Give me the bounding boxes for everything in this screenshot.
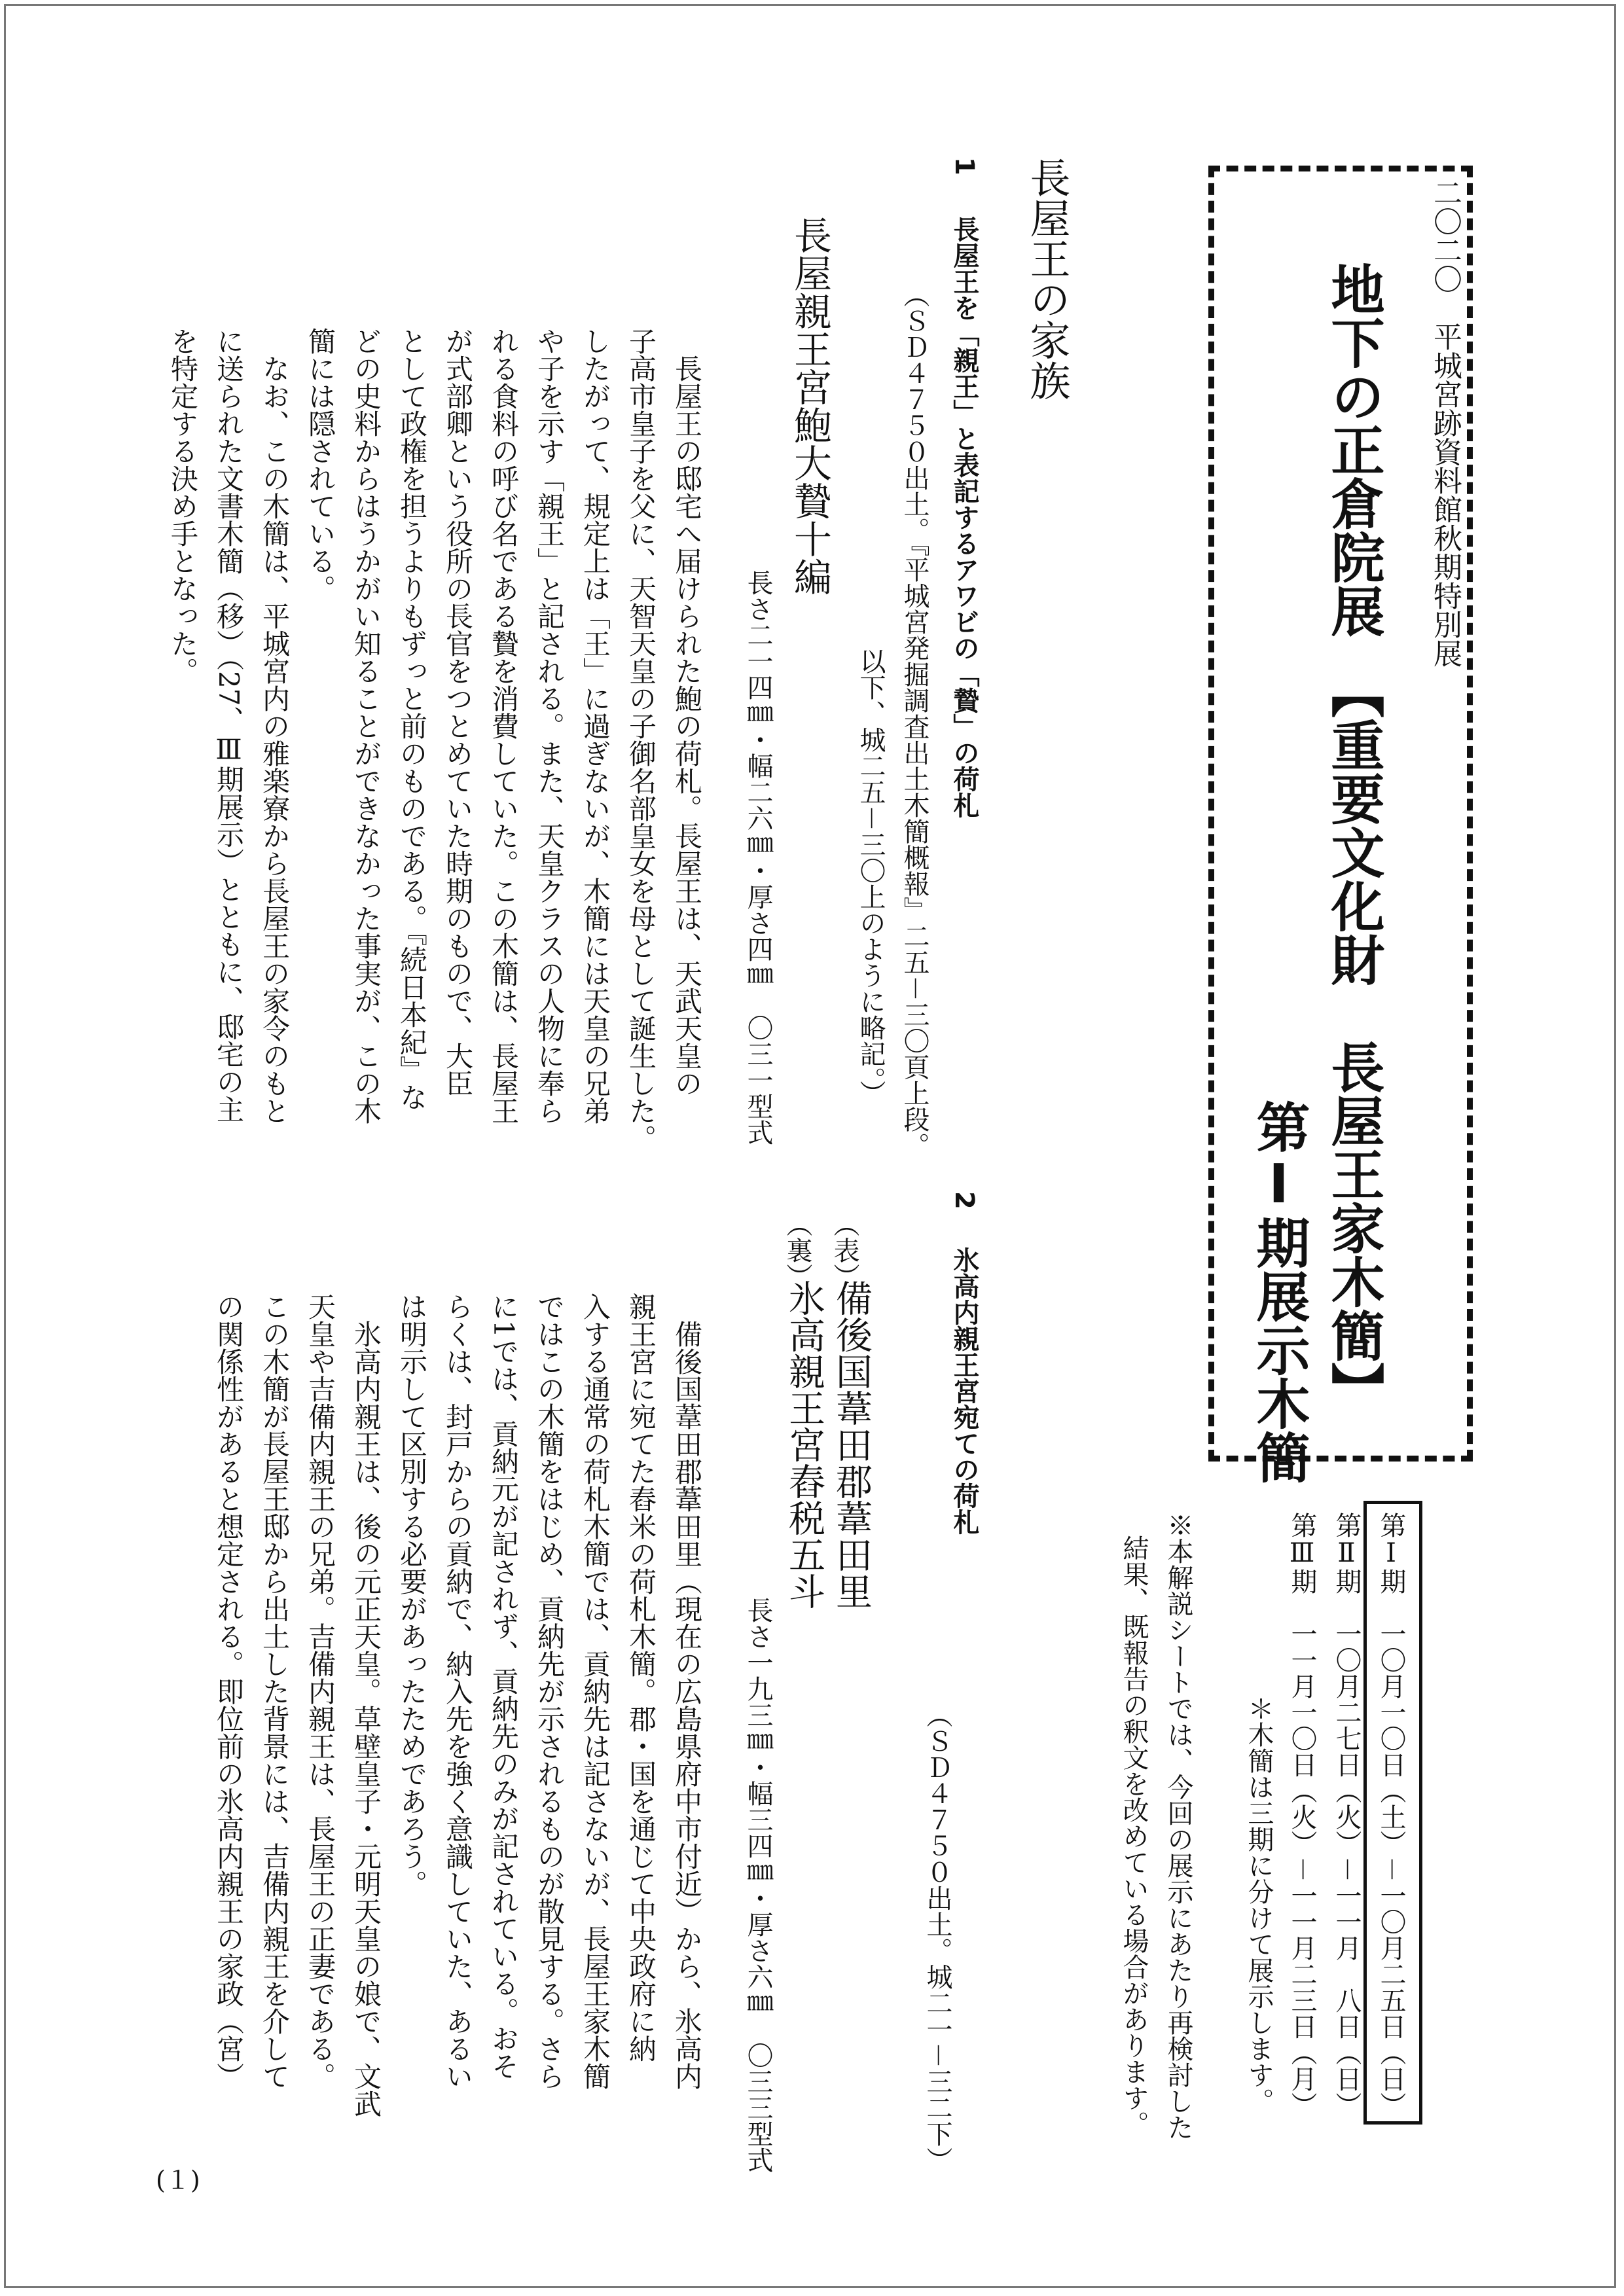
- item1-body-line: や子を示す「親王」と記される。また、天皇クラスの人物に奉ら: [533, 327, 566, 1124]
- item2-body-line: ではこの木簡をはじめ、貢納先が示されるものが散見する。さら: [533, 1293, 566, 2090]
- item1-body-line: が式部卿という役所の長官をつとめていた時期のもので、大臣: [442, 327, 474, 1097]
- item2-body-line: に1では、貢納元が記されず、貢納先のみが記されている。おそ: [488, 1293, 520, 2080]
- item1-dimensions: 長さ二一四㎜・幅二六㎜・厚さ四㎜ 〇三一型式: [743, 569, 773, 1145]
- item1-body-line: 子高市皇子を父に、天智天皇の子御名部皇女を母として誕生した。: [625, 327, 657, 1152]
- banner-period-title: 第Ⅰ期展示木簡: [1248, 1100, 1310, 1484]
- item2-body-line: らくは、封戸からの貢納で、納入先を強く意識していた、あるい: [442, 1293, 474, 2090]
- section-heading: 長屋王の家族: [1023, 157, 1071, 401]
- item1-body-line: 簡には隠されている。: [304, 327, 336, 602]
- item1-body-line: どの史料からはうかがい知ることができなかった事実が、この木: [350, 327, 382, 1124]
- item1-inscription: 長屋親王宮鮑大贄十編: [787, 216, 832, 596]
- item2-title: 氷高内親王宮宛ての荷札: [949, 1247, 979, 1535]
- item2-body-line: は明示して区別する必要があったためであろう。: [396, 1293, 428, 1897]
- schedule-period1: 第Ⅰ期 一〇月一〇日（土）－一〇月二五日（日）: [1376, 1512, 1406, 2118]
- banner-title: 地下の正倉院展 【重要文化財 長屋王家木簡】: [1322, 262, 1384, 1416]
- item2-back-label: （裏）: [782, 1211, 812, 1289]
- item2-source: （ＳＤ４７５０出土。城二一－三二下）: [922, 1702, 952, 2173]
- item2-body-line: 入する通常の荷札木簡では、貢納先は記さないが、長屋王家木簡: [579, 1293, 611, 2090]
- schedule-note: ＊木簡は三期に分けて展示します。: [1244, 1695, 1274, 2114]
- item1-body-line: に送られた文書木簡（移）（27、Ⅲ期展示）とともに、邸宅の主: [213, 327, 245, 1123]
- item1-body-line: れる食料の呼び名である贄を消費していた。この木簡は、長屋王: [488, 327, 520, 1124]
- revision-note-line1: ※本解説シートでは、今回の展示にあたり再検討した: [1163, 1512, 1193, 2140]
- item1-body-line: なお、この木簡は、平城宮内の雅楽寮から長屋王の家令のもと: [259, 327, 291, 1124]
- item1-body-line: として政権を担うよりもずっと前のものである。『続日本紀』な: [396, 327, 428, 1111]
- item2-number: 2: [949, 1191, 979, 1210]
- item2-dimensions: 長さ一九三㎜・幅三四㎜・厚さ六㎜ 〇三三型式: [743, 1597, 773, 2173]
- item2-front-text: 備後国葦田郡葦田里: [830, 1280, 873, 1609]
- item2-body-line: 氷高内親王は、後の元正天皇。草壁皇子・元明天皇の娘で、文武: [350, 1293, 382, 2117]
- item1-source-line1: （ＳＤ４７５０出土。『平城宮発掘調査出土木簡概報』二五－三〇頁上段。: [899, 281, 929, 1158]
- schedule-period2: 第Ⅱ期 一〇月二七日（火）－一一月 八日（日）: [1331, 1512, 1362, 2118]
- item1-body-line: を特定する決め手となった。: [167, 327, 199, 685]
- item2-front-label: （表）: [829, 1211, 859, 1289]
- item1-title: 長屋王を「親王」と表記するアワビの「贄」の荷札: [949, 216, 979, 818]
- page-number: (１): [156, 2166, 200, 2195]
- item1-source-line2: 以下、城二五－三〇上のように略記。）: [856, 648, 886, 1106]
- banner-subtitle: 二〇二〇 平城宮跡資料館秋期特別展: [1428, 178, 1462, 668]
- schedule-period3: 第Ⅲ期 一一月一〇日（火）－一一月二三日（月）: [1287, 1512, 1317, 2118]
- revision-note-line2: 結果、既報告の釈文を改めている場合があります。: [1119, 1535, 1149, 2137]
- item2-body-line: 備後国葦田郡葦田里（現在の広島県府中市付近）から、氷高内: [671, 1293, 703, 2090]
- item2-body-line: の関係性があると想定される。即位前の氷高内親王の家政（宮）: [213, 1293, 245, 2090]
- item2-body-line: この木簡が長屋王邸から出土した背景には、吉備内親王を介して: [259, 1293, 291, 2090]
- item1-body-line: したがって、規定上は「王」に過ぎないが、木簡には天皇の兄弟: [579, 327, 611, 1124]
- item2-body-line: 親王宮に宛てた舂米の荷札木簡。郡・国を通じて中央政府に納: [625, 1293, 657, 2062]
- item2-body-line: 天皇や吉備内親王の兄弟。吉備内親王は、長屋王の正妻である。: [304, 1293, 336, 2090]
- item2-back-text: 氷高親王宮舂税五斗: [783, 1280, 825, 1609]
- item1-number: 1: [949, 157, 979, 175]
- item1-body-line: 長屋王の邸宅へ届けられた鮑の荷札。長屋王は、天武天皇の: [671, 327, 703, 1097]
